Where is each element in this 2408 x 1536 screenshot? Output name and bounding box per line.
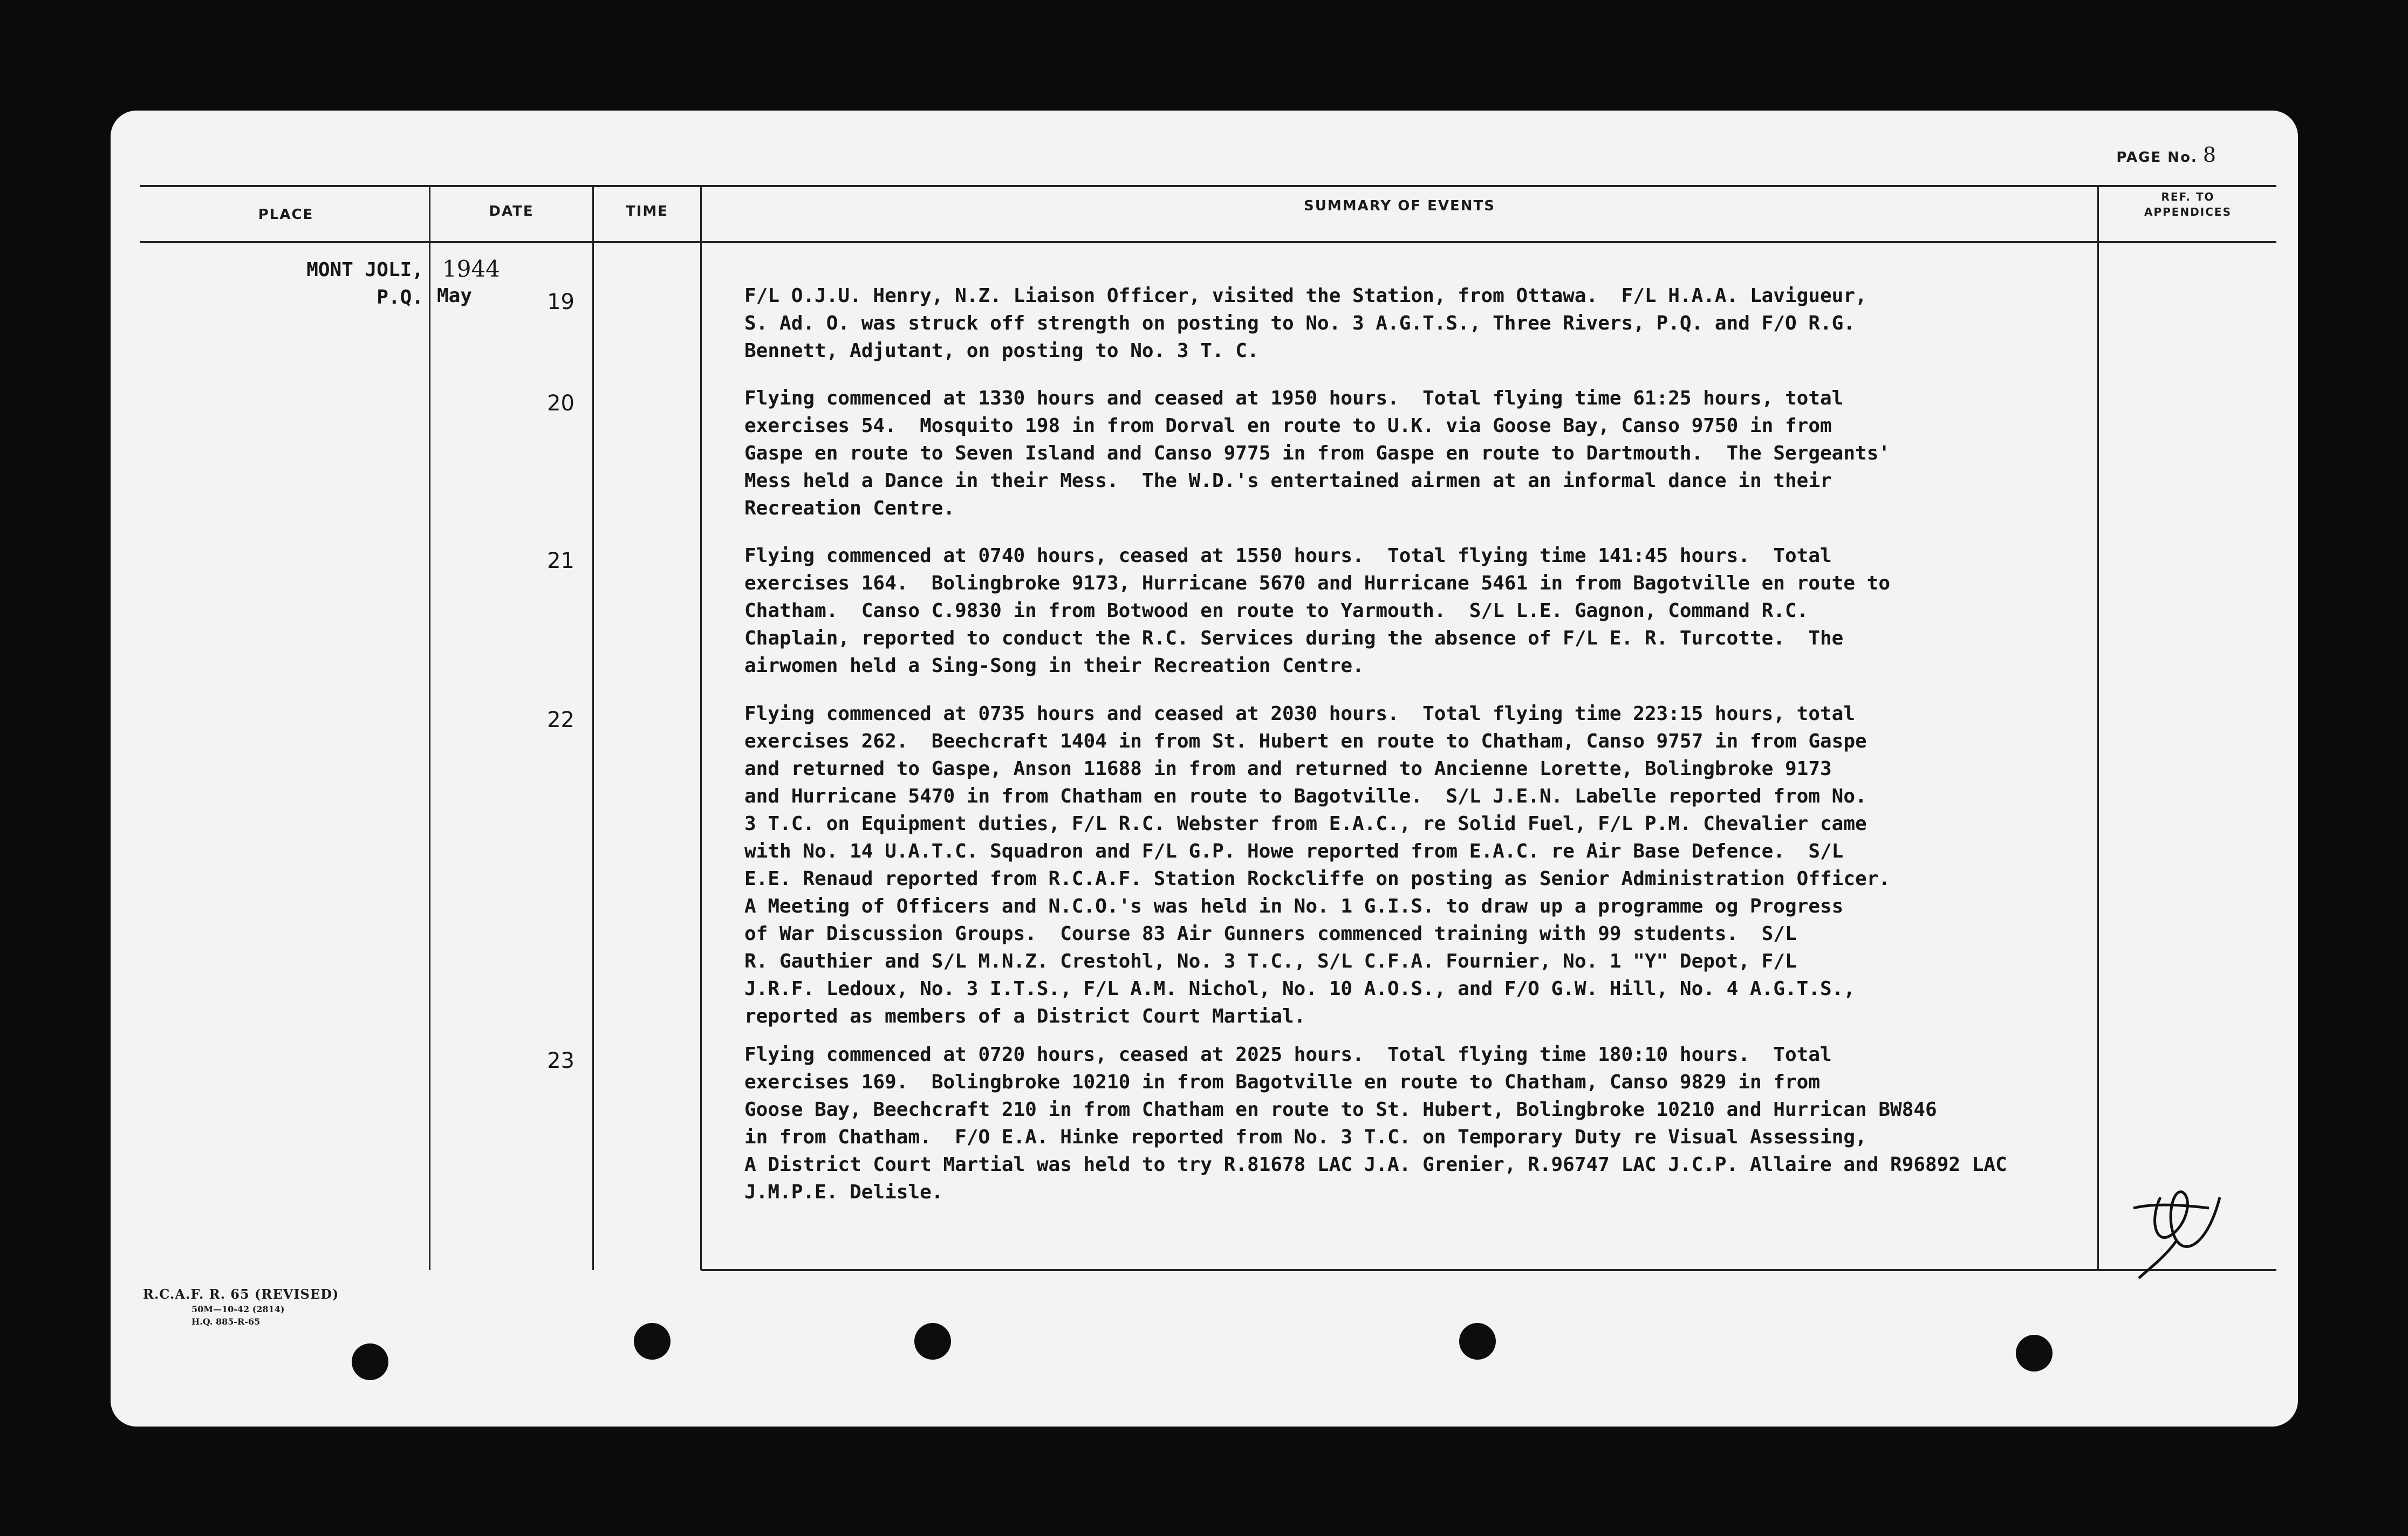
form-number-line2: 50M—10-42 (2814) xyxy=(191,1304,285,1314)
binder-hole xyxy=(2016,1335,2053,1372)
place-name: MONT JOLI, P.Q. xyxy=(306,259,423,308)
header-time: TIME xyxy=(625,203,669,220)
entry-23: Flying commenced at 0720 hours, ceased at 2025 hours. Total flying time 180:10 hours. Total exercises 169. Bolingbroke 10210 in from Bagotville en route to Chatham, Canso 9829 in from Goose Bay, Beechcraft 210 in from Chatham en route to St. Hubert, Bolingbroke 10210 and Hurrican BW846 in from Chatham. F/O E.A. Hinke reported from No. 3 T.C. on Temporary Duty re Visual Assessing, A District Court Martial was held to try R.81678 LAC J.A. Grenier, R.96747 LAC J.C.P. Allaire and R96892 LAC J.M.P.E. Delisle. xyxy=(744,1044,2007,1203)
date-time-divider xyxy=(592,186,594,1270)
body-bottom-rule xyxy=(701,1269,2276,1271)
initials-signature xyxy=(2128,1176,2231,1284)
header-date: DATE xyxy=(489,203,534,220)
day-20: 20 xyxy=(547,391,574,416)
day-21: 21 xyxy=(547,548,574,573)
header-ref-appendices: REF. TO APPENDICES xyxy=(2144,190,2232,218)
form-number xyxy=(143,1286,339,1327)
summary-ref-divider xyxy=(2097,186,2099,1270)
place-date-divider xyxy=(429,186,430,1270)
time-summary-divider xyxy=(700,186,702,1270)
binder-hole xyxy=(1459,1323,1496,1360)
header-top-rule xyxy=(140,185,2276,187)
binder-hole xyxy=(914,1323,951,1360)
month: May xyxy=(437,285,473,307)
day-23: 23 xyxy=(547,1048,574,1073)
war-diary-page xyxy=(111,111,2298,1427)
entry-19: F/L O.J.U. Henry, N.Z. Liaison Officer, visited the Station, from Ottawa. F/L H.A.A. Lavigueur, S. Ad. O. was struck off strength on posting to No. 3 A.G.T.S., Three Rivers, P.Q. and F/O R.G. Bennett, Adjutant, on posting to No. 3 T. C. xyxy=(744,285,1867,362)
entry-20: Flying commenced at 1330 hours and ceased at 1950 hours. Total flying time 61:25 hours, total exercises 54. Mosquito 198 in from Dorval en route to U.K. via Goose Bay, Canso 9750 in from Gaspe en route to Seven Island and Canso 9775 in from Gaspe en route to Dartmouth. The Sergeants' Mess held a Dance in their Mess. The W.D.'s entertained airmen at an informal dance in their Recreation Centre. xyxy=(744,387,1891,519)
entry-21: Flying commenced at 0740 hours, ceased at 1550 hours. Total flying time 141:45 hours. Total exercises 164. Bolingbroke 9173, Hurricane 5670 and Hurricane 5461 in from Bagotville en route to Chatham. Canso C.9830 in from Botwood en route to Yarmouth. S/L L.E. Gagnon, Command R.C. Chaplain, reported to conduct the R.C. Services during the absence of F/L E. R. Turcotte. The airwomen held a Sing-Song in their Recreation Centre. xyxy=(744,545,1891,677)
year: 1944 xyxy=(442,256,500,282)
day-19: 19 xyxy=(547,290,574,314)
header-summary: SUMMARY OF EVENTS xyxy=(1304,198,1495,214)
header-bottom-rule xyxy=(140,241,2276,243)
page-number xyxy=(2116,143,2217,167)
header-place: PLACE xyxy=(258,207,314,223)
page-number-value: 8 xyxy=(2202,143,2217,167)
day-22: 22 xyxy=(547,708,574,732)
form-number-line3: H.Q. 885-R-65 xyxy=(191,1316,261,1327)
binder-hole xyxy=(352,1343,388,1380)
form-number-line1: R.C.A.F. R. 65 (REVISED) xyxy=(143,1286,339,1302)
page-number-label: PAGE No. xyxy=(2116,149,2198,166)
binder-hole xyxy=(634,1323,671,1360)
entry-22: Flying commenced at 0735 hours and ceased at 2030 hours. Total flying time 223:15 hours, total exercises 262. Beechcraft 1404 in from St. Hubert en route to Chatham, Canso 9757 in from Gaspe and returned to Gaspe, Anson 11688 in from and returned to Ancienne Lorette, Bolingbroke 9173 and Hurricane 5470 in from Chatham en route to Bagotville. S/L J.E.N. Labelle reported from No. 3 T.C. on Equipment duties, F/L R.C. Webster from E.A.C., re Solid Fuel, F/L P.M. Chevalier came with No. 14 U.A.T.C. Squadron and F/L G.P. Howe reported from E.A.C. re Air Base Defence. S/L E.E. Renaud reported from R.C.A.F. Station Rockcliffe on posting as Senior Administration Officer. A Meeting of Officers and N.C.O.'s was held in No. 1 G.I.S. to draw up a programme og Progress of War Discussion Groups. Course 83 Air Gunners commenced training with 99 students. S/L R. Gauthier and S/L M.N.Z. Crestohl, No. 3 T.C., S/L C.F.A. Fournier, No. 1 "Y" Depot, F/L J.R.F. Ledoux, No. 3 I.T.S., F/L A.M. Nichol, No. 10 A.O.S., and F/O G.W. Hill, No. 4 A.G.T.S., reported as members of a District Court Martial. xyxy=(744,703,1891,1027)
